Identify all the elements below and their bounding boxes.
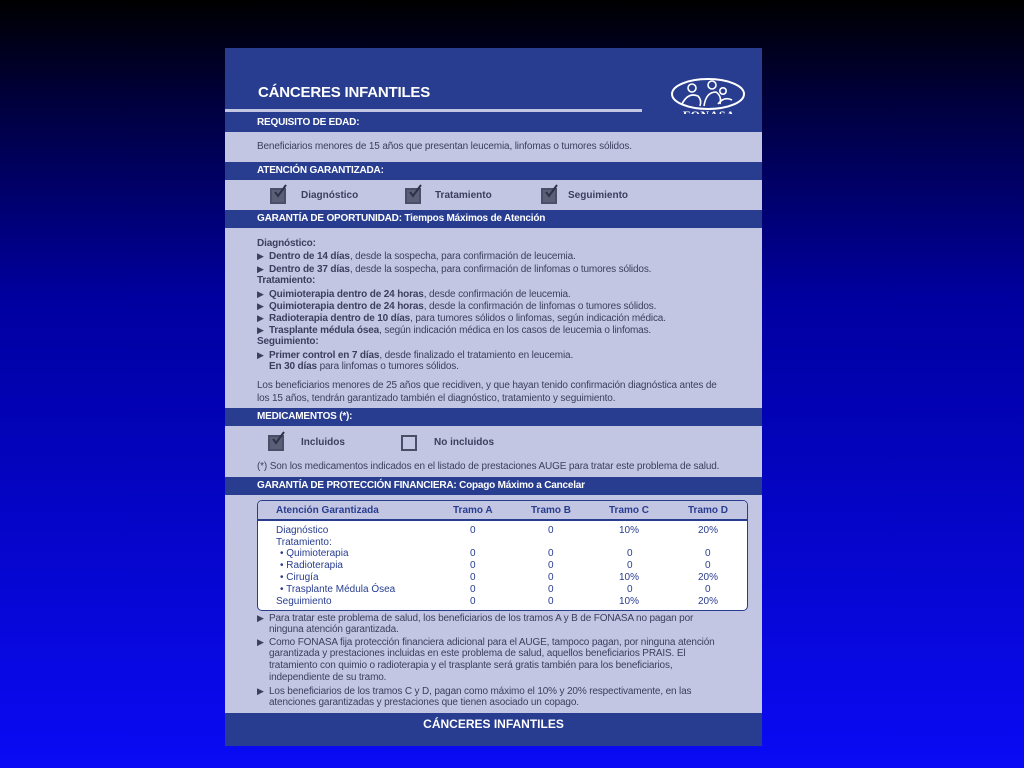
cell: 0 <box>627 548 633 559</box>
included-label: Incluidos <box>301 437 345 448</box>
recidivism-note-line: los 15 años, tendrán garantizado también el diagnóstico, tratamiento y seguimiento. <box>257 393 616 404</box>
footer-title: CÁNCERES INFANTILES <box>225 713 762 746</box>
cell: 0 <box>548 548 554 559</box>
row-label: • Radioterapia <box>280 560 343 571</box>
check-icon <box>408 184 422 198</box>
cell: 20% <box>698 572 719 583</box>
check-icon <box>273 184 287 198</box>
arrow-icon: ▶ <box>257 251 264 261</box>
arrow-icon: ▶ <box>257 686 264 696</box>
row-label: • Quimioterapia <box>280 548 349 559</box>
diag-item: ▶ Dentro de 14 días, desde la sospecha, para confirmación de leucemia. <box>257 251 576 262</box>
treat-item: ▶ Quimioterapia dentro de 24 horas, desde la confirmación de linfomas o tumores sólidos. <box>257 301 657 312</box>
arrow-icon: ▶ <box>257 313 264 323</box>
medication-heading: MEDICAMENTOS (*): <box>225 408 762 426</box>
arrow-icon: ▶ <box>257 289 264 299</box>
seguimiento-label: Seguimiento <box>568 190 629 201</box>
follow-title: Seguimiento: <box>257 336 319 347</box>
cell: 0 <box>548 596 554 607</box>
cell: 0 <box>470 525 476 536</box>
treat-item: ▶ Quimioterapia dentro de 24 horas, desde confirmación de leucemia. <box>257 289 571 300</box>
treat-title: Tratamiento: <box>257 275 316 286</box>
not-included-label: No incluidos <box>434 437 494 448</box>
cell: 0 <box>470 548 476 559</box>
cell: 0 <box>470 596 476 607</box>
column-header: Tramo B <box>531 505 572 516</box>
check-icon <box>271 431 285 445</box>
copay-table <box>257 500 748 611</box>
diagnostico-label: Diagnóstico <box>301 190 359 201</box>
treat-item: ▶ Trasplante médula ósea, según indicación médica en los casos de leucemia o linfomas. <box>257 325 652 336</box>
financial-note-cont: tratamiento con quimio o radioterapia y el trasplante será gratis también para los beneficiarios, <box>269 660 673 671</box>
document-card <box>225 48 762 746</box>
opportunity-heading: GARANTÍA DE OPORTUNIDAD: Tiempos Máximos de Atención <box>225 210 762 228</box>
diag-item: ▶ Dentro de 37 días, desde la sospecha, para confirmación de linfomas o tumores sólidos. <box>257 264 652 275</box>
included-checkbox[interactable] <box>268 435 284 451</box>
arrow-icon: ▶ <box>257 301 264 311</box>
diagnostico-checkbox[interactable] <box>270 188 286 204</box>
diag-title: Diagnóstico: <box>257 238 316 249</box>
seguimiento-checkbox[interactable] <box>541 188 557 204</box>
tratamiento-checkbox[interactable] <box>405 188 421 204</box>
cell: 0 <box>470 572 476 583</box>
attention-heading: ATENCIÓN GARANTIZADA: <box>225 162 762 180</box>
row-label: • Cirugía <box>280 572 319 583</box>
cell: 0 <box>470 560 476 571</box>
financial-note-cont: independiente de su tramo. <box>269 672 387 683</box>
cell: 0 <box>470 584 476 595</box>
row-label: Tratamiento: <box>276 537 332 548</box>
follow-item: En 30 días para linfomas o tumores sólidos. <box>269 361 459 372</box>
cell: 0 <box>705 560 711 571</box>
cell: 20% <box>698 525 719 536</box>
age-text: Beneficiarios menores de 15 años que presentan leucemia, linfomas o tumores sólidos. <box>257 141 632 152</box>
financial-note-cont: ninguna atención garantizada. <box>269 624 399 635</box>
column-header: Tramo A <box>453 505 493 516</box>
arrow-icon: ▶ <box>257 637 264 647</box>
cell: 0 <box>548 525 554 536</box>
title-underline <box>225 109 642 112</box>
treat-item: ▶ Radioterapia dentro de 10 días, para tumores sólidos o linfomas, según indicación médica. <box>257 313 666 324</box>
row-label: Seguimiento <box>276 596 332 607</box>
cell: 0 <box>627 560 633 571</box>
tratamiento-label: Tratamiento <box>435 190 492 201</box>
column-header: Tramo D <box>688 505 729 516</box>
financial-note-cont: atenciones garantizadas y prestaciones que tienen asociado un copago. <box>269 697 579 708</box>
cell: 0 <box>705 584 711 595</box>
cell: 0 <box>548 584 554 595</box>
not-included-checkbox[interactable] <box>401 435 417 451</box>
financial-note-cont: garantizada y prestaciones incluidas en este problema de salud, aquellos beneficiarios PRAIS. El <box>269 648 686 659</box>
row-label: • Trasplante Médula Ósea <box>280 584 396 595</box>
column-header: Atención Garantizada <box>276 505 379 516</box>
follow-item: ▶ Primer control en 7 días, desde finalizado el tratamiento en leucemia. <box>257 350 574 361</box>
financial-note: ▶ Los beneficiarios de los tramos C y D, pagan como máximo el 10% y 20% respectivamente, en las <box>257 686 692 697</box>
arrow-icon: ▶ <box>257 613 264 623</box>
financial-note: ▶ Para tratar este problema de salud, los beneficiarios de los tramos A y B de FONASA no pagan por <box>257 613 694 624</box>
financial-note: ▶ Como FONASA fija protección financiera adicional para el AUGE, tampoco pagan, por ninguna atención <box>257 637 715 648</box>
age-heading: REQUISITO DE EDAD: <box>225 114 762 132</box>
arrow-icon: ▶ <box>257 264 264 274</box>
arrow-icon: ▶ <box>257 325 264 335</box>
arrow-icon: ▶ <box>257 350 264 360</box>
cell: 10% <box>619 596 640 607</box>
financial-heading: GARANTÍA DE PROTECCIÓN FINANCIERA: Copago Máximo a Cancelar <box>225 477 762 495</box>
recidivism-note-line: Los beneficiarios menores de 25 años que recidiven, y que hayan tenido confirmación diagnóstica antes de <box>257 380 717 391</box>
check-icon <box>544 184 558 198</box>
row-label: Diagnóstico <box>276 525 329 536</box>
cell: 0 <box>548 560 554 571</box>
column-header: Tramo C <box>609 505 650 516</box>
table-header <box>258 501 747 521</box>
cell: 0 <box>705 548 711 559</box>
cell: 0 <box>627 584 633 595</box>
cell: 0 <box>548 572 554 583</box>
cell: 10% <box>619 572 640 583</box>
page-title: CÁNCERES INFANTILES <box>258 84 431 101</box>
cell: 20% <box>698 596 719 607</box>
cell: 10% <box>619 525 640 536</box>
medication-footnote: (*) Son los medicamentos indicados en el listado de prestaciones AUGE para tratar este problema de salud. <box>257 461 720 472</box>
